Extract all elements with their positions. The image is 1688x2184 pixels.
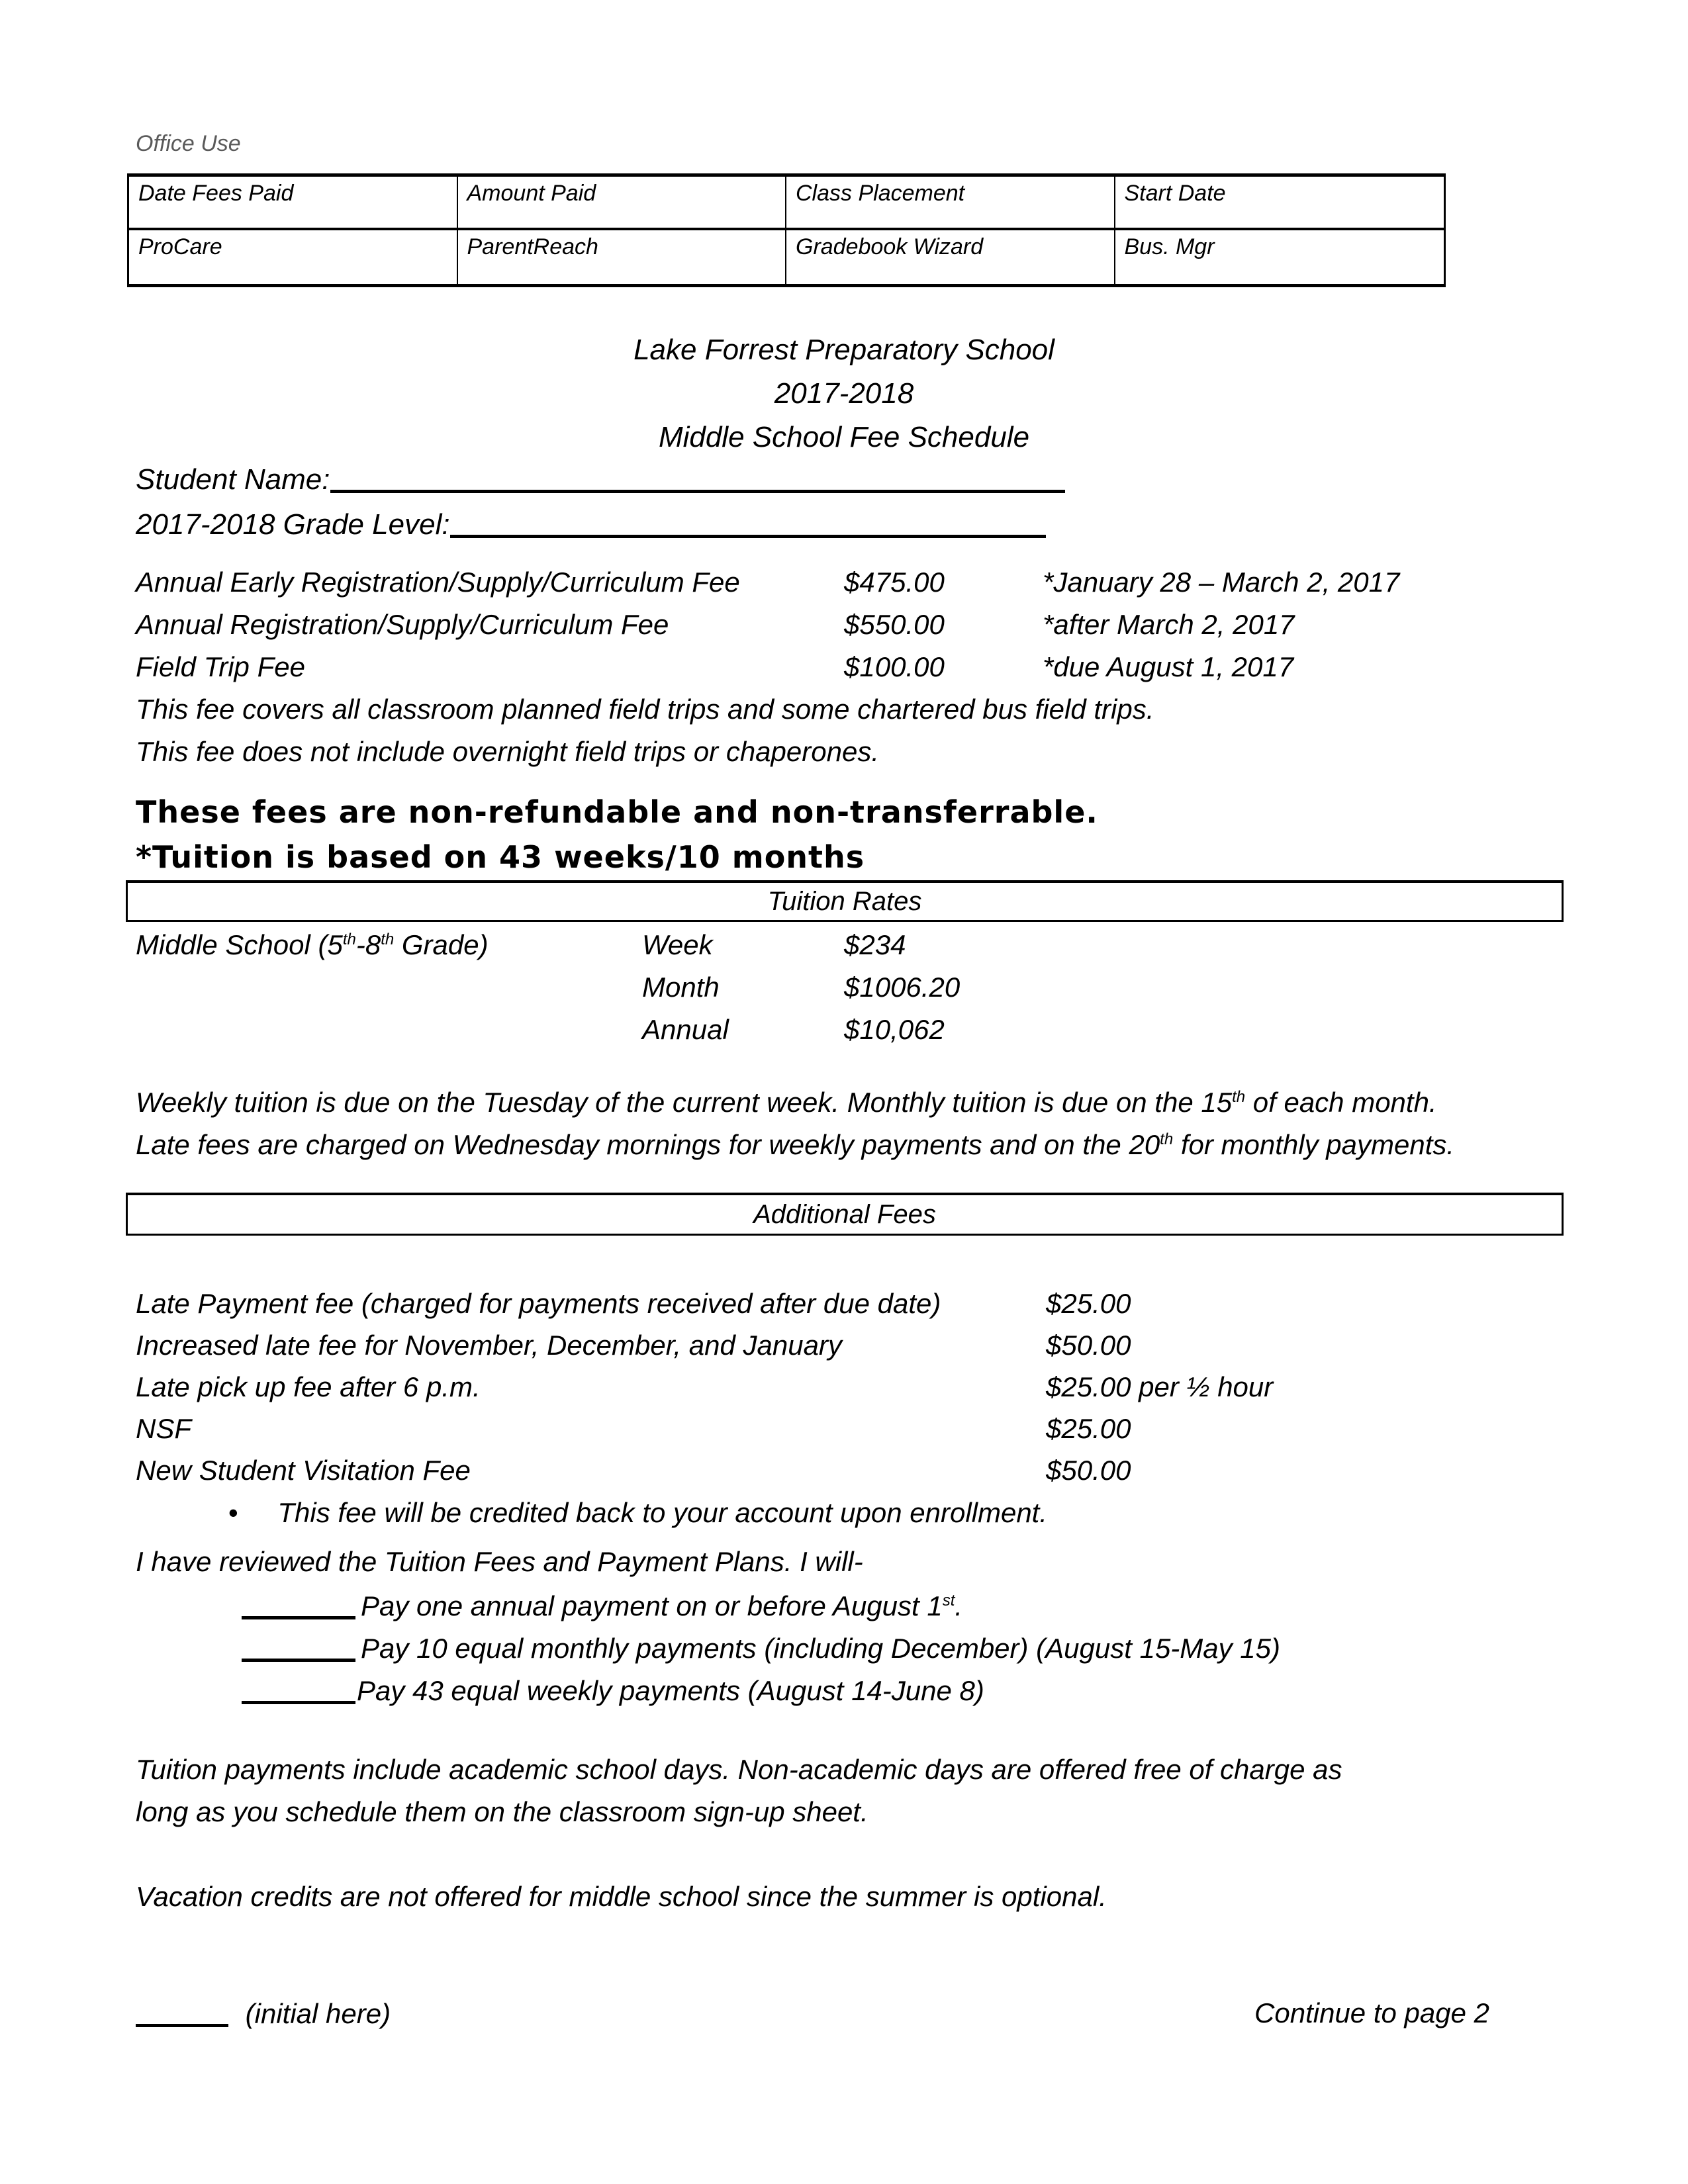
payment-option-weekly	[242, 1674, 984, 1707]
additional-fee-row	[0, 1330, 1688, 1367]
field-trip-note-1: This fee covers all classroom planned field trips and some chartered bus field trips.	[136, 694, 1154, 725]
additional-fees-header-box	[126, 1193, 1564, 1236]
tuition-rates-title: Tuition Rates	[767, 887, 922, 916]
office-cell-procare: ProCare	[129, 230, 458, 284]
field-trip-note-2: This fee does not include overnight field trips or chaperones.	[136, 736, 879, 767]
monthly-option-text: Pay 10 equal monthly payments (including December) (August 15-May 15)	[361, 1633, 1281, 1664]
vacation-credits-line: Vacation credits are not offered for middle school since the summer is optional.	[136, 1881, 1107, 1912]
office-use-label: Office Use	[136, 131, 241, 156]
fee-name: Annual Early Registration/Supply/Curriculum Fee	[136, 567, 740, 598]
tuition-period: Week	[642, 929, 713, 960]
fee-amount: $100.00	[844, 651, 945, 682]
document-title: Middle School Fee Schedule	[658, 421, 1030, 453]
additional-fee-row	[0, 1288, 1688, 1325]
office-use-table	[127, 173, 1446, 287]
additional-fee-row	[0, 1371, 1688, 1408]
student-name-row	[136, 463, 1065, 496]
weekly-option-blank[interactable]	[242, 1674, 355, 1704]
fee-amount: $50.00	[1046, 1455, 1131, 1486]
payment-option-annual	[242, 1590, 962, 1622]
fee-name: New Student Visitation Fee	[136, 1455, 471, 1486]
fee-name: Annual Registration/Supply/Curriculum Fee	[136, 609, 669, 640]
fee-amount: $25.00	[1046, 1288, 1131, 1319]
fee-amount: $25.00 per ½ hour	[1046, 1371, 1274, 1402]
grade-level-row	[136, 508, 1046, 541]
credited-back-bullet	[228, 1497, 1047, 1529]
payment-plan-intro: I have reviewed the Tuition Fees and Payment Plans. I will-	[136, 1546, 863, 1577]
tuition-grade-label: Middle School (5th-8th Grade)	[136, 929, 489, 960]
annual-option-blank[interactable]	[242, 1590, 355, 1619]
fee-name: NSF	[136, 1413, 191, 1444]
continue-to-page-2: Continue to page 2	[1254, 1997, 1489, 2028]
fee-date-note: *due August 1, 2017	[1043, 651, 1294, 682]
monthly-option-blank[interactable]	[242, 1632, 355, 1662]
non-refundable-notice: These fees are non-refundable and non-transferrable.	[136, 794, 1098, 830]
office-cell-class-placement: Class Placement	[786, 177, 1115, 230]
office-cell-amount-paid: Amount Paid	[458, 177, 787, 230]
initial-here-blank[interactable]	[136, 1997, 228, 2027]
additional-fee-row	[0, 1413, 1688, 1450]
credited-back-text: This fee will be credited back to your account upon enrollment.	[277, 1497, 1048, 1528]
tuition-basis-notice: *Tuition is based on 43 weeks/10 months	[136, 839, 865, 875]
fee-amount: $50.00	[1046, 1330, 1131, 1361]
fee-name: Late Payment fee (charged for payments received after due date)	[136, 1288, 941, 1319]
tuition-period: Annual	[642, 1014, 729, 1045]
fee-date-note: *after March 2, 2017	[1043, 609, 1295, 640]
additional-fees-title: Additional Fees	[753, 1200, 936, 1229]
grade-level-blank[interactable]	[450, 508, 1046, 538]
office-cell-bus-mgr: Bus. Mgr	[1124, 234, 1215, 259]
initial-here-row	[136, 1997, 391, 2030]
fee-amount: $475.00	[844, 567, 945, 598]
student-name-label: Student Name:	[136, 463, 330, 496]
annual-option-text: Pay one annual payment on or before August 1st.	[361, 1590, 963, 1621]
tuition-period: Month	[642, 972, 720, 1003]
tuition-amount: $1006.20	[844, 972, 961, 1003]
school-name: Lake Forrest Preparatory School	[633, 334, 1055, 366]
office-cell-gradebook-wizard: Gradebook Wizard	[786, 230, 1115, 284]
fee-name: Field Trip Fee	[136, 651, 305, 682]
student-name-blank[interactable]	[330, 463, 1065, 493]
tuition-due-line-1: Weekly tuition is due on the Tuesday of the current week. Monthly tuition is due on the 15th of each month.	[136, 1087, 1437, 1118]
tuition-rate-row	[0, 1014, 1688, 1051]
fee-amount: $550.00	[844, 609, 945, 640]
registration-fee-row	[0, 567, 1688, 604]
title-block	[0, 328, 1688, 459]
tuition-due-line-2: Late fees are charged on Wednesday mornings for weekly payments and on the 20th for monthly payments.	[136, 1129, 1455, 1160]
tuition-payments-line-2: long as you schedule them on the classroom sign-up sheet.	[136, 1796, 868, 1827]
weekly-option-text: Pay 43 equal weekly payments (August 14-June 8)	[357, 1675, 984, 1706]
grade-level-label: 2017-2018 Grade Level:	[136, 508, 450, 541]
tuition-rate-row	[0, 929, 1688, 966]
office-cell-date-fees-paid: Date Fees Paid	[129, 177, 458, 230]
fee-name: Late pick up fee after 6 p.m.	[136, 1371, 481, 1402]
registration-fee-row	[0, 651, 1688, 688]
tuition-amount: $234	[844, 929, 906, 960]
fee-amount: $25.00	[1046, 1413, 1131, 1444]
initial-here-label: (initial here)	[245, 1998, 391, 2029]
office-cell-parentreach: ParentReach	[458, 230, 787, 284]
additional-fee-row	[0, 1455, 1688, 1492]
bullet-icon: •	[228, 1497, 238, 1528]
tuition-amount: $10,062	[844, 1014, 945, 1045]
registration-fee-row	[0, 609, 1688, 646]
tuition-payments-line-1: Tuition payments include academic school days. Non-academic days are offered free of charge as	[136, 1754, 1342, 1785]
fee-date-note: *January 28 – March 2, 2017	[1043, 567, 1400, 598]
office-cell-start-date: Start Date	[1115, 177, 1444, 230]
tuition-rates-header-box	[126, 880, 1564, 922]
fee-name: Increased late fee for November, December, and January	[136, 1330, 842, 1361]
payment-option-monthly	[242, 1632, 1280, 1664]
tuition-rate-row	[0, 972, 1688, 1009]
school-year: 2017-2018	[774, 377, 914, 410]
